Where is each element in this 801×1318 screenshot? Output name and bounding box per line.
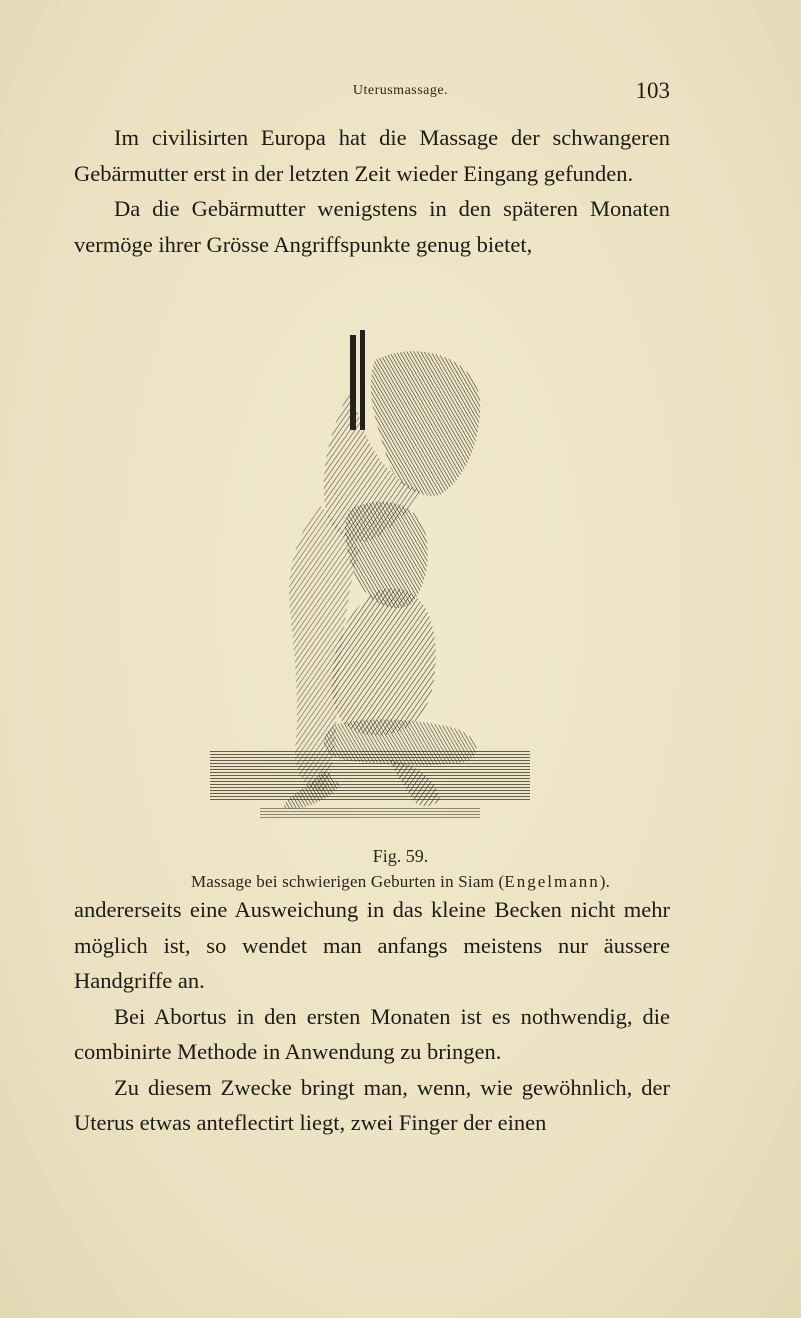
caption-text: Massage bei schwierigen Geburten in Siam ( — [190, 872, 505, 891]
engraving-illustration — [200, 330, 540, 830]
paragraph: Zu diesem Zwecke bringt man, wenn, wie gewöhnlich, der Uterus etwas anteflectirt liegt, zwei Finger der einen — [74, 1074, 670, 1135]
paragraph: Da die Gebärmutter wenigstens in den späteren Monaten vermöge ihrer Grösse Angriffspunkte genug bietet, — [74, 196, 670, 257]
paragraph: andererseits eine Ausweichung in das kleine Becken nicht mehr möglich ist, so wendet man anfangs meistens nur äussere Handgriffe an. — [74, 897, 670, 993]
text-block-bottom — [74, 892, 670, 1141]
page-number: 103 — [635, 78, 670, 103]
figure-caption — [0, 872, 801, 892]
paragraph: Im civilisirten Europa hat die Massage der schwangeren Gebärmutter erst in der letzten Zeit wieder Eingang gefunden. — [74, 125, 670, 186]
caption-author: Engelmann — [504, 872, 600, 891]
caption-end: ). — [599, 872, 611, 891]
figure-label: Fig. 59. — [372, 846, 429, 866]
running-header: Uterusmassage. — [352, 83, 449, 98]
text-block-top — [74, 120, 670, 262]
paragraph: Bei Abortus in den ersten Monaten ist es nothwendig, die combinirte Methode in Anwendung zu bringen. — [74, 1003, 670, 1064]
